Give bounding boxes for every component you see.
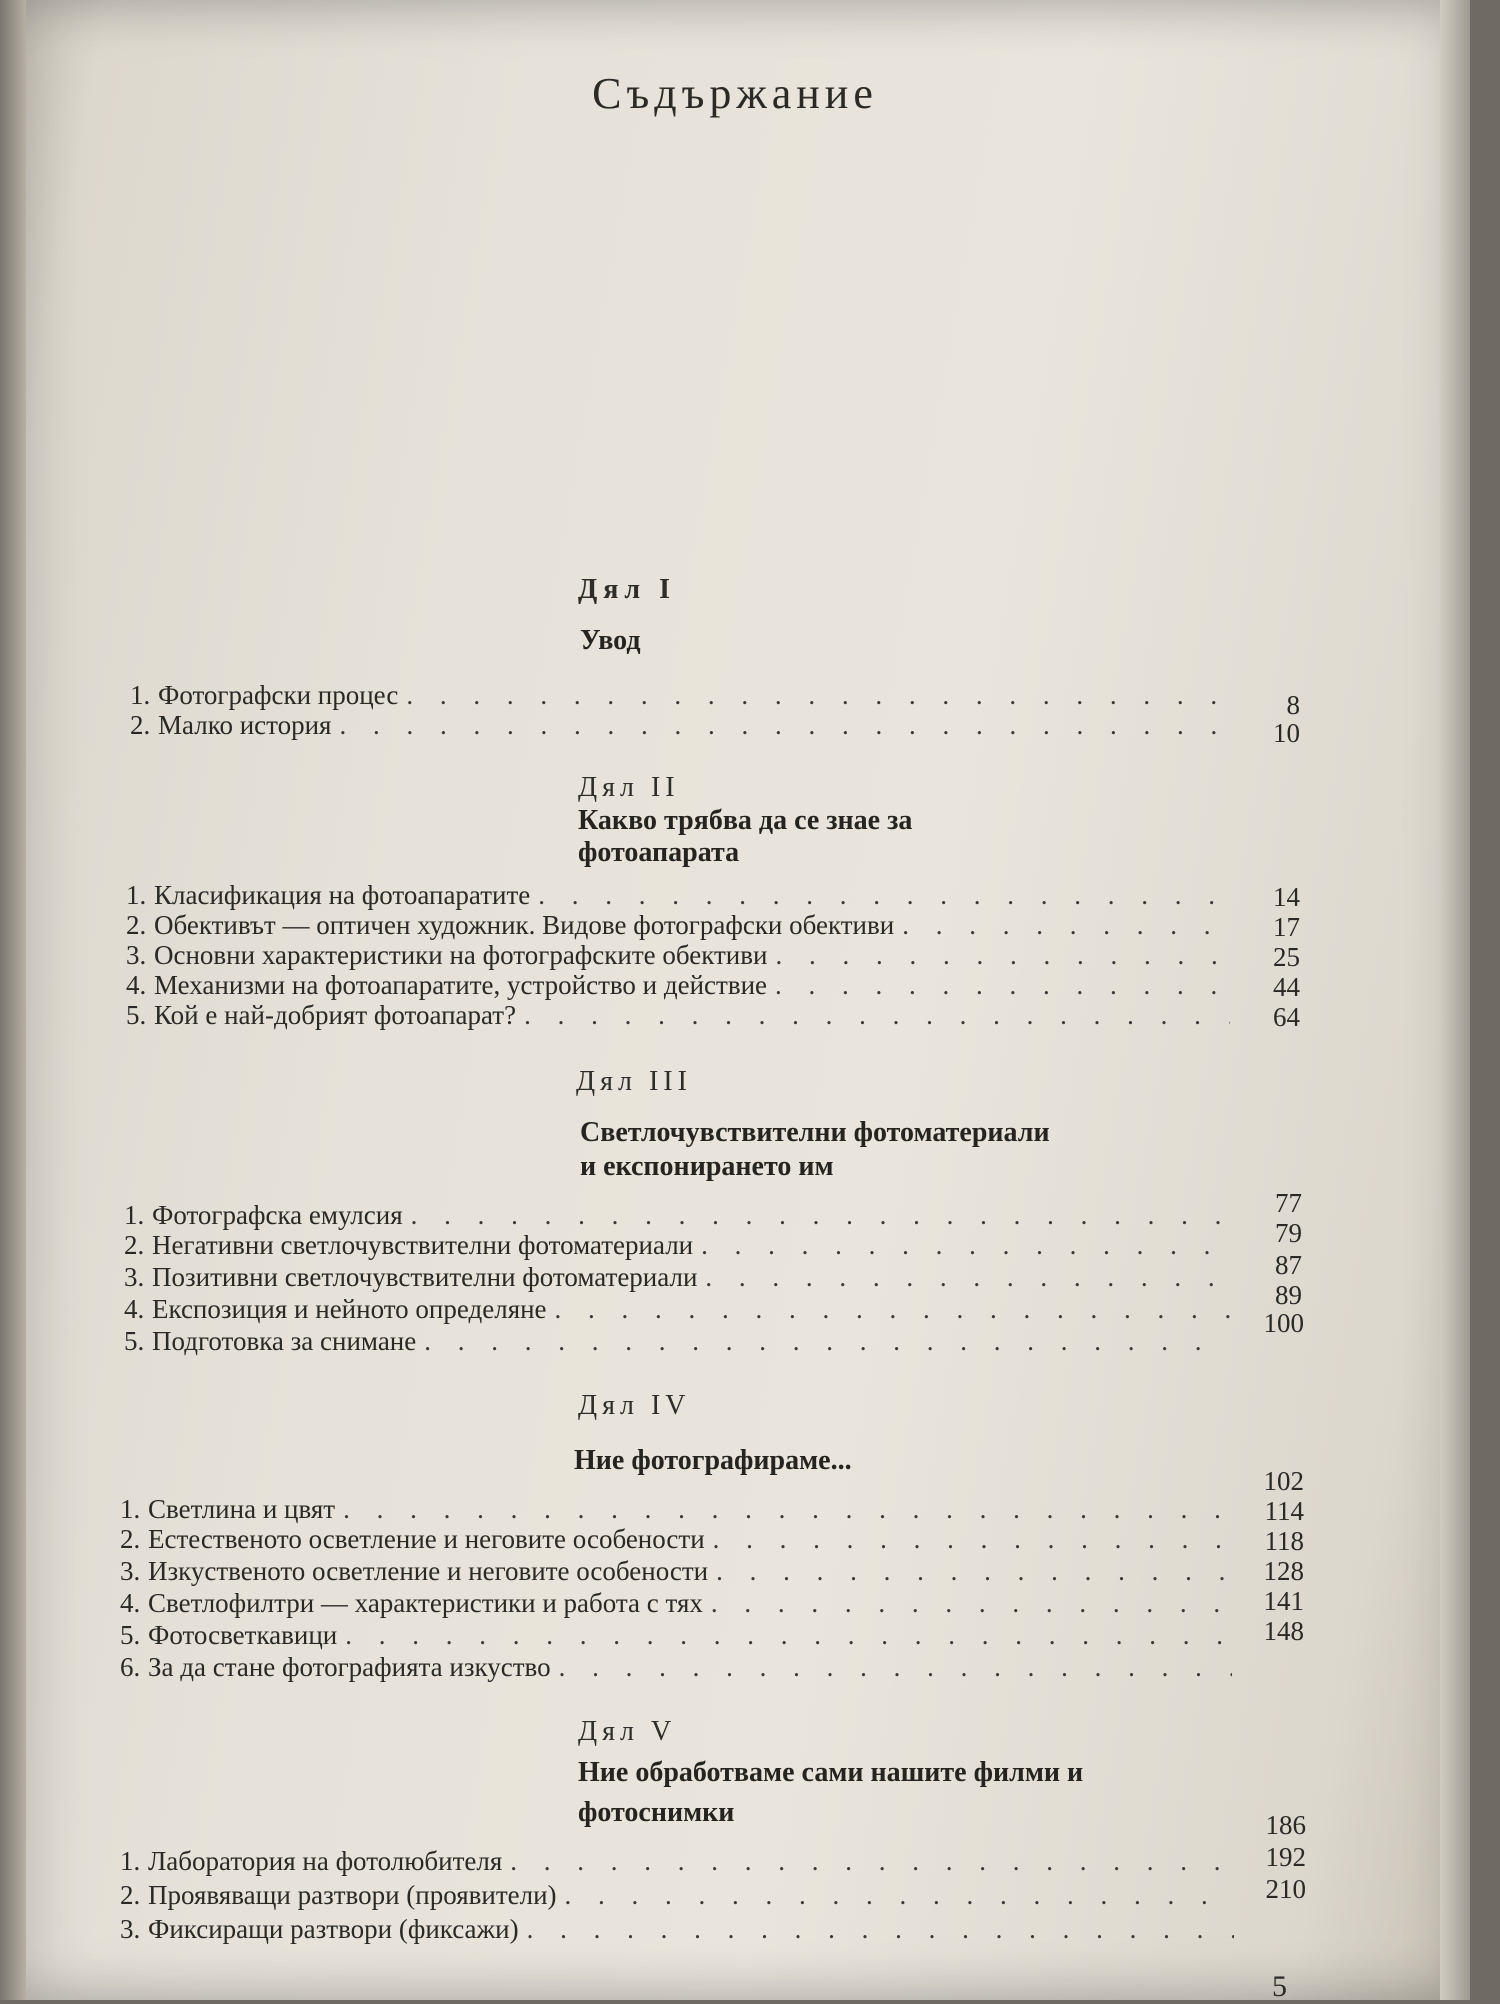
toc-item-text: Класификация на фотоапаратите <box>154 880 531 910</box>
leader-dots <box>701 1230 1230 1260</box>
toc-item <box>120 1588 1232 1618</box>
toc-item-page: 192 <box>1265 1842 1306 1872</box>
toc-item <box>124 1200 1230 1230</box>
toc-item-text: Лаборатория на фотолюбителя <box>148 1846 503 1876</box>
toc-item-page: 64 <box>1273 1002 1300 1032</box>
toc-item <box>120 1652 1232 1682</box>
leader-dots <box>713 1524 1232 1554</box>
toc-item-text: За да стане фотографията изкуство <box>148 1652 551 1682</box>
toc-item-number: 2. <box>120 1880 141 1910</box>
toc-item <box>120 1524 1232 1554</box>
part-title: Ние фотографираме... <box>574 1445 852 1476</box>
leader-dots <box>339 710 1230 740</box>
toc-item-text: Механизми на фотоапаратите, устройство и действие <box>154 970 768 1000</box>
toc-item-page: 100 <box>1263 1308 1304 1338</box>
toc-item-number: 3. <box>126 940 147 970</box>
toc-item-text: Фотографска емулсия <box>152 1200 403 1230</box>
part-title: Ние обработваме сами нашите филми и <box>578 1757 1084 1788</box>
toc-item-number: 6. <box>120 1652 141 1682</box>
leader-dots <box>716 1556 1232 1586</box>
toc-item-number: 2. <box>126 910 147 940</box>
leader-dots <box>565 1880 1234 1910</box>
toc-item <box>120 1620 1232 1650</box>
toc-item-text: Изкуственото осветление и неговите особености <box>148 1556 709 1586</box>
part-title: Какво трябва да се знае за <box>578 805 913 836</box>
toc-item-page: 25 <box>1273 942 1300 972</box>
part-title: фотоснимки <box>578 1797 735 1828</box>
toc-item <box>126 940 1230 970</box>
part-title: Увод <box>580 625 641 656</box>
toc-item-page: 148 <box>1263 1616 1304 1646</box>
leader-dots <box>538 880 1230 910</box>
toc-item-page: 87 <box>1275 1250 1302 1280</box>
toc-item-text: Кой е най-добрият фотоапарат? <box>154 1000 517 1030</box>
leader-dots <box>524 1000 1230 1030</box>
toc-item-page: 210 <box>1265 1874 1306 1904</box>
toc-item-number: 5. <box>126 1000 147 1030</box>
toc-item-page: 118 <box>1264 1526 1304 1556</box>
toc-item-text: Светлина и цвят <box>148 1494 336 1524</box>
toc-item-number: 1. <box>126 880 147 910</box>
toc-item-number: 1. <box>120 1494 141 1524</box>
toc-item <box>124 1262 1230 1292</box>
toc-item-text: Светлофилтри — характеристики и работа с тях <box>148 1588 703 1618</box>
toc-item <box>130 710 1230 740</box>
toc-item-text: Фотографски процес <box>158 680 399 710</box>
book-spine <box>0 0 26 2000</box>
toc-item <box>124 1294 1230 1324</box>
leader-dots <box>406 680 1230 710</box>
toc-item-number: 1. <box>124 1200 145 1230</box>
toc-item-text: Позитивни светлочувствителни фотоматериали <box>152 1262 698 1292</box>
leader-dots <box>559 1652 1232 1682</box>
toc-item-page: 102 <box>1263 1466 1304 1496</box>
part-label: Дял I <box>578 574 677 605</box>
toc-item-page: 10 <box>1273 718 1300 748</box>
page-number: 5 <box>1272 1970 1287 2003</box>
part-title: фотоапарата <box>578 837 740 868</box>
toc-item-page: 89 <box>1275 1280 1302 1310</box>
toc-item-number: 2. <box>124 1230 145 1260</box>
toc-item-number: 2. <box>120 1524 141 1554</box>
part-label: Дял II <box>578 772 680 803</box>
toc-item <box>126 970 1230 1000</box>
toc-item <box>120 1914 1234 1944</box>
part-title: и експонирането им <box>580 1151 834 1182</box>
leader-dots <box>711 1588 1232 1618</box>
leader-dots <box>775 940 1230 970</box>
toc-item-number: 1. <box>130 680 151 710</box>
toc-item-page: 44 <box>1273 972 1300 1002</box>
toc-item-page: 8 <box>1286 690 1300 720</box>
toc-item-text: Подготовка за снимане <box>152 1326 417 1356</box>
page-title: Съдържание <box>592 69 878 118</box>
toc-item <box>120 1556 1232 1586</box>
part-label: Дял III <box>576 1066 692 1097</box>
toc-item-page: 141 <box>1263 1586 1304 1616</box>
toc-item-page: 77 <box>1275 1188 1302 1218</box>
part-label: Дял V <box>578 1716 677 1747</box>
toc-item-text: Негативни светлочувствителни фотоматериали <box>152 1230 694 1260</box>
toc-item-text: Експозиция и нейното определяне <box>152 1294 547 1324</box>
leader-dots <box>510 1846 1234 1876</box>
leader-dots <box>345 1620 1232 1650</box>
leader-dots <box>555 1294 1230 1324</box>
leader-dots <box>527 1914 1234 1944</box>
part-title: Светлочувствителни фотоматериали <box>580 1117 1050 1148</box>
toc-item-number: 5. <box>120 1620 141 1650</box>
toc-item <box>124 1230 1230 1260</box>
toc-item <box>130 680 1230 710</box>
toc-item-page: 114 <box>1264 1496 1304 1526</box>
toc-item-number: 2. <box>130 710 151 740</box>
toc-item-number: 4. <box>126 970 147 1000</box>
toc-item <box>126 880 1230 910</box>
leader-dots <box>343 1494 1232 1524</box>
toc-item-page: 128 <box>1263 1556 1304 1586</box>
toc-item <box>126 1000 1230 1030</box>
toc-item-text: Основни характеристики на фотографските обективи <box>154 940 768 970</box>
toc-item-text: Обективът — оптичен художник. Видове фотографски обективи <box>154 910 895 940</box>
toc-item-page: 17 <box>1273 912 1300 942</box>
toc-item-text: Естественото осветление и неговите особености <box>148 1524 705 1554</box>
toc-item-text: Фиксиращи разтвори (фиксажи) <box>148 1914 519 1944</box>
leader-dots <box>411 1200 1230 1230</box>
toc-item-text: Фотосветкавици <box>148 1620 338 1650</box>
toc-item-number: 3. <box>120 1556 141 1586</box>
page-edge <box>1440 0 1470 2000</box>
toc-item-number: 3. <box>124 1262 145 1292</box>
toc-item-text: Проявяващи разтвори (проявители) <box>148 1880 557 1910</box>
toc-item <box>120 1494 1232 1524</box>
toc-item <box>126 910 1230 940</box>
toc-item-number: 4. <box>120 1588 141 1618</box>
toc-item-number: 1. <box>120 1846 141 1876</box>
toc-item-number: 5. <box>124 1326 145 1356</box>
leader-dots <box>775 970 1230 1000</box>
toc-item-page: 79 <box>1275 1218 1302 1248</box>
leader-dots <box>705 1262 1230 1292</box>
toc-item <box>120 1846 1234 1876</box>
leader-dots <box>902 910 1230 940</box>
toc-item <box>124 1326 1230 1356</box>
part-label: Дял IV <box>578 1390 691 1421</box>
leader-dots <box>424 1326 1230 1356</box>
toc-item-number: 4. <box>124 1294 145 1324</box>
toc-item-page: 14 <box>1273 882 1300 912</box>
toc-item <box>120 1880 1234 1910</box>
toc-item-page: 186 <box>1265 1810 1306 1840</box>
toc-item-number: 3. <box>120 1914 141 1944</box>
toc-item-text: Малко история <box>158 710 332 740</box>
